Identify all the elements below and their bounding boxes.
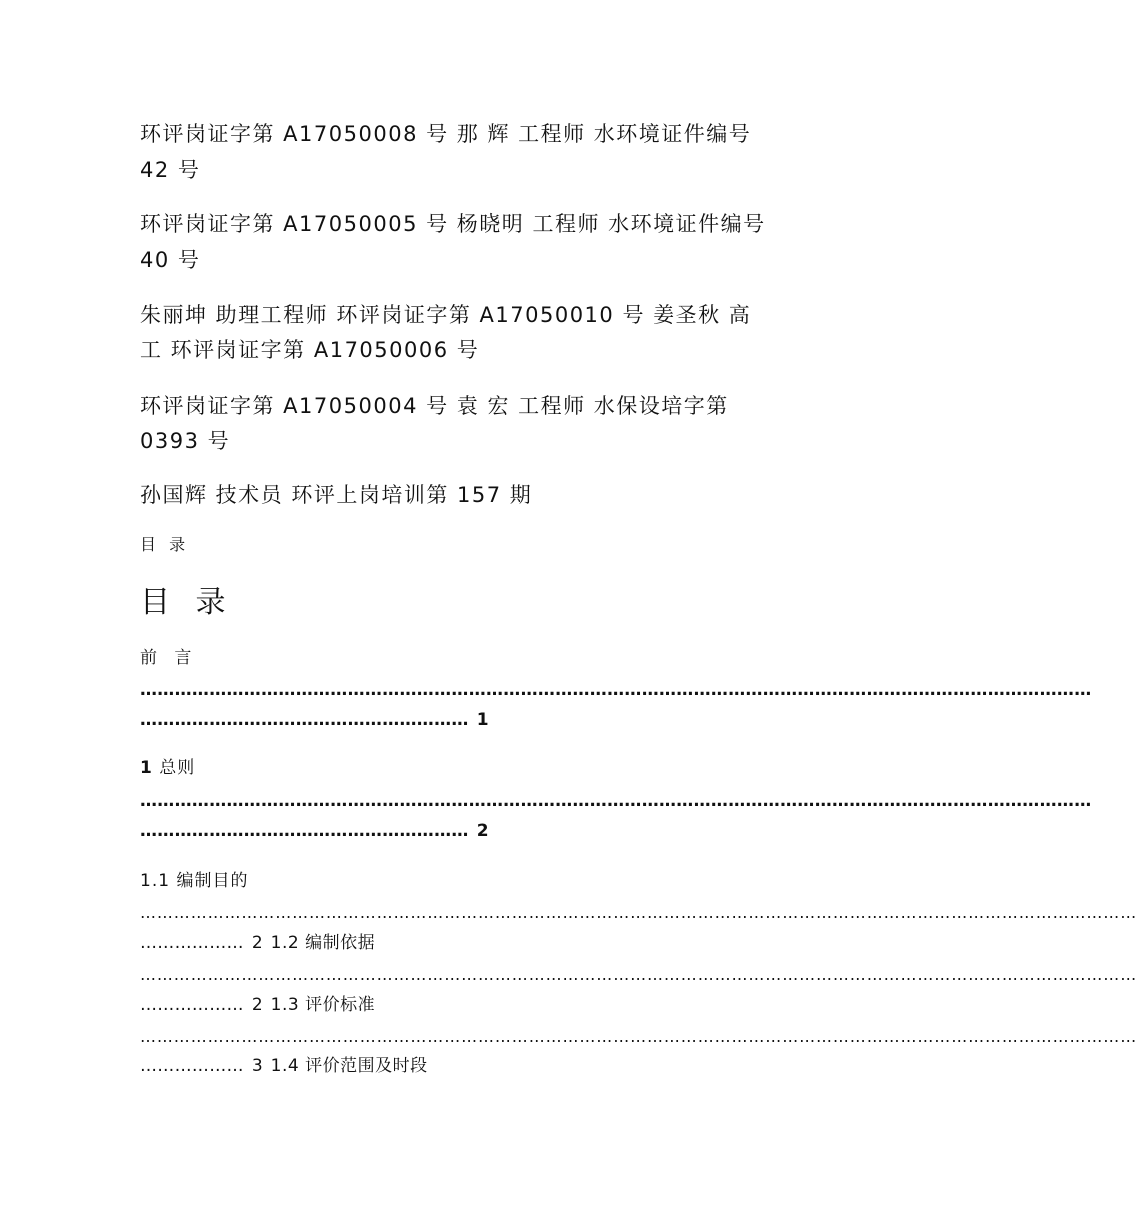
staff-line: 42 号 (140, 158, 201, 182)
toc-leader-dots: …………………………………………………………………………………………………………………………………………………………… (140, 903, 1137, 922)
staff-line: 工 环评岗证字第 A17050006 号 (140, 338, 480, 362)
toc-entry-1-3-end (140, 1058, 428, 1075)
toc-leader-dots: ………………………………………………………………………………………………………………………………………………… (140, 680, 1092, 700)
toc-leader-dots: …………………………………………………………………………………………………………………………………………………………… (140, 1027, 1137, 1046)
toc-entry-1-2-title: 1.2 编制依据 (270, 933, 376, 953)
toc-leader-dots: ………………………………………………… (140, 821, 469, 841)
toc-page-number: 2 (251, 995, 263, 1015)
toc-page-number: 2 (476, 821, 489, 841)
staff-line: 0393 号 (140, 429, 231, 453)
toc-entry-1-2-end (140, 997, 375, 1014)
toc-leader-dots: …………………………………………………………………………………………………………………………………………………………… (140, 965, 1137, 984)
staff-line: 环评岗证字第 A17050005 号 杨晓明 工程师 水环境证件编号 (140, 212, 766, 236)
toc-entry-1-4-title: 1.4 评价范围及时段 (270, 1056, 428, 1076)
toc-leader-dots: ……………… (140, 1056, 244, 1076)
toc-entry-1-1-title: 1.1 编制目的 (140, 871, 249, 891)
toc-chapter-number: 1 (140, 758, 153, 778)
staff-line: 环评岗证字第 A17050008 号 那 辉 工程师 水环境证件编号 (140, 122, 752, 146)
toc-page-number: 3 (251, 1056, 263, 1076)
toc-leader-dots: ………………………………………………………………………………………………………………………………………………… (140, 791, 1092, 811)
staff-line: 孙国辉 技术员 环评上岗培训第 157 期 (140, 483, 533, 507)
toc-leader-dots: ………………………………………………… (140, 710, 469, 730)
toc-entry-1-1-end (140, 935, 375, 952)
toc-leader-dots: ……………… (140, 933, 244, 953)
toc-leader-dots: ……………… (140, 995, 244, 1015)
staff-line: 40 号 (140, 248, 201, 272)
toc-entry-preface-end (140, 712, 489, 729)
toc-page-number: 2 (251, 933, 263, 953)
toc-page-number: 1 (476, 710, 489, 730)
toc-entry-preface-title: 前 言 (140, 648, 198, 668)
staff-line: 环评岗证字第 A17050004 号 袁 宏 工程师 水保设培字第 (140, 394, 729, 418)
toc-entry-1-3-title: 1.3 评价标准 (270, 995, 376, 1015)
toc-small-heading: 目 录 (140, 535, 190, 554)
toc-entry-chapter1-title (140, 760, 195, 777)
toc-chapter-title: 总则 (159, 758, 196, 778)
toc-entry-chapter1-end (140, 823, 489, 840)
staff-line: 朱丽坤 助理工程师 环评岗证字第 A17050010 号 姜圣秋 高 (140, 303, 752, 327)
toc-heading: 目 录 (140, 585, 234, 620)
